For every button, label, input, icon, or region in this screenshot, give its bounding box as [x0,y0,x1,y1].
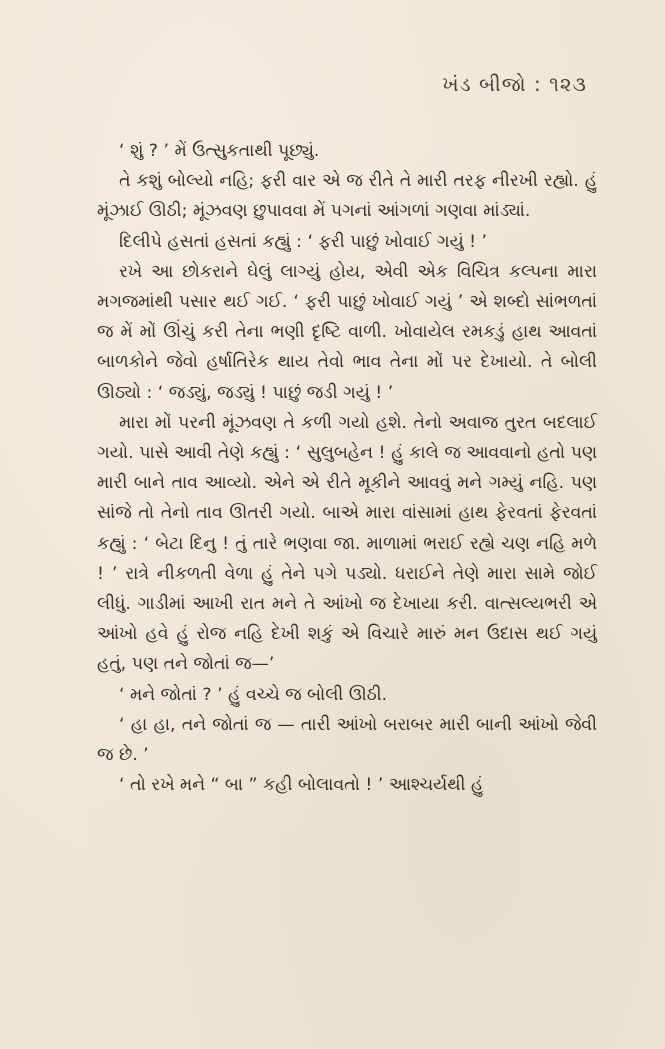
paragraph: ‘ શું ? ’ મેં ઉત્સુકતાથી પૂછ્યું. [119,141,320,161]
paragraph: રખે આ છોકરાને ઘેલું લાગ્યું હોય, એવી એક વિચિત્ર કલ્પના મારા મગજમાંથી પસાર થઈ ગઈ. ‘ ફરી પાછું ખોવાઈ ગયું ’ એ શબ્દો સાંભળતાં જ મેં મોં ઊંચું કરી તેના ભણી દૃષ્ટિ વાળી. ખોવાયેલ રમકડું હાથ આવતાં બાળકોને જેવો હર્ષાતિરેક થાય તેવો ભાવ તેના મોં પર દેખાયો. તે બોલી ઊઠ્યો : ‘ જડ્યું, જડ્યું ! પાછું જડી ગયું ! ’ [97,261,597,403]
body-text [97,136,597,800]
paragraph: મારા મોં પરની મૂંઝવણ તે કળી ગયો હશે. તેનો અવાજ તુરત બદલાઈ ગયો. પાસે આવી તેણે કહ્યું : ‘ સુલુબહેન ! હું કાલે જ આવવાનો હતો પણ મારી બાને તાવ આવ્યો. એને એ રીતે મૂકીને આવવું મને ગમ્યું નહિ. પણ સાંજે તો તેનો તાવ ઊતરી ગયો. બાએ મારા વાંસામાં હાથ ફેરવતાં ફેરવતાં કહ્યું : ‘ બેટા દિનુ ! તું તારે ભણવા જા. માળામાં ભરાઈ રહ્યે ચણ નહિ મળે ! ’ રાત્રે નીકળતી વેળા હું તેને પગે પડ્યો. ધરાઈને તેણે મારા સામે જોઈ લીધું. ગાડીમાં આખી રાત મને તે આંખો જ દેખાયા કરી. વાત્સલ્યભરી એ આંખો હવે હું રોજ નહિ દેખી શકું એ વિચારે મારું મન ઉદાસ થઈ ગયું હતું, પણ તને જોતાં જ—’ [97,412,597,675]
paragraph: ‘ મને જોતાં ? ’ હું વચ્ચે જ બોલી ઊઠી. [119,684,388,705]
paragraph: ‘ તો રખે મને “ બા ” કહી બોલાવતો ! ’ આશ્ચર્યથી હું [119,775,484,796]
paragraph: તે કશું બોલ્યો નહિ; ફરી વાર એ જ રીતે તે મારી તરફ નીરખી રહ્યો. હું મૂંઝાઈ ઊઠી; મૂંઝવણ છુપાવવા મેં પગનાં આંગળાં ગણવા માંડ્યાં. [97,171,597,222]
paragraph: ‘ હા હા, તને જોતાં જ — તારી આંખો બરાબર મારી બાની આંખો જેવી જ છે. ’ [97,714,597,766]
paragraph: દિલીપે હસતાં હસતાં કહ્યું : ‘ ફરી પાછું ખોવાઈ ગયું ! ’ [119,231,488,252]
running-head: ખંડ બીજો : ૧૨૩ [442,72,587,96]
